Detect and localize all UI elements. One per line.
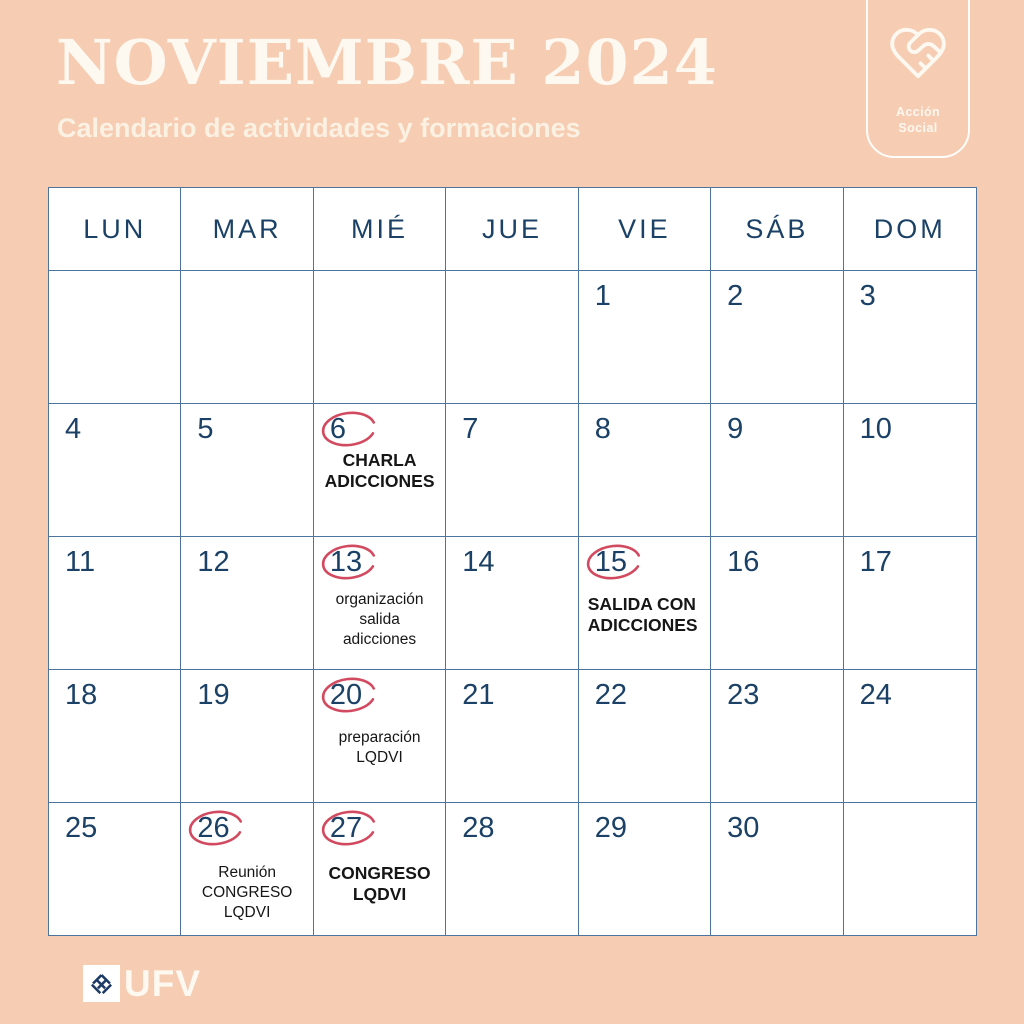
day-number: 28 [462, 812, 495, 844]
calendar-grid [49, 270, 976, 935]
day-cell-head [330, 679, 362, 712]
day-number: 30 [727, 812, 760, 844]
event-label: preparación LQDVI [338, 729, 421, 766]
calendar-cell [49, 669, 181, 802]
day-cell-head [727, 280, 743, 313]
calendar-cell [181, 802, 313, 935]
calendar-cell [579, 270, 711, 403]
day-number: 1 [594, 280, 611, 312]
day-cell-head [330, 546, 362, 579]
calendar-cell [579, 802, 711, 935]
calendar-cell [446, 669, 578, 802]
calendar-cell [446, 802, 578, 935]
day-cell-head [330, 812, 362, 845]
day-number: 10 [859, 413, 892, 445]
day-cell-head [727, 546, 759, 579]
calendar-cell [181, 669, 313, 802]
weekday-label: JUE [446, 188, 578, 270]
day-number: 21 [462, 679, 495, 711]
calendar-cell [49, 802, 181, 935]
day-number: 22 [594, 679, 627, 711]
calendar-cell [579, 403, 711, 536]
badge-label-line2: Social [898, 121, 938, 136]
day-number: 9 [727, 413, 744, 445]
calendar-cell [49, 270, 181, 403]
day-number: 4 [65, 413, 82, 445]
day-cell-head [595, 546, 627, 579]
day-number: 13 [329, 546, 363, 578]
day-number: 7 [462, 413, 479, 445]
weekday-label: DOM [873, 213, 946, 244]
calendar-cell [844, 403, 976, 536]
day-number: 18 [65, 679, 98, 711]
day-number: 29 [594, 812, 627, 844]
calendar-cell [49, 536, 181, 669]
calendar-cell [711, 403, 843, 536]
day-number: 6 [329, 413, 346, 445]
day-number: 11 [65, 546, 96, 578]
event-label: SALIDA CON ADICCIONES [587, 594, 698, 636]
calendar-cell [844, 802, 976, 935]
calendar-cell [844, 669, 976, 802]
day-cell-head [462, 413, 478, 446]
day-number: 3 [859, 280, 876, 312]
calendar-cell [314, 802, 446, 935]
day-cell-head [595, 812, 627, 845]
calendar-cell [446, 270, 578, 403]
event-label: organización salida adicciones [335, 591, 424, 648]
day-number: 25 [65, 812, 98, 844]
badge-label [868, 104, 968, 137]
calendar-cell [181, 403, 313, 536]
weekday-label: SÁB [711, 188, 843, 270]
ufv-logo [83, 965, 120, 1002]
day-number: 19 [197, 679, 230, 711]
weekday-label: MIÉ [314, 188, 446, 270]
weekday-label: VIE [579, 188, 711, 270]
calendar-cell [711, 669, 843, 802]
day-number: 2 [727, 280, 744, 312]
calendar-cell [844, 536, 976, 669]
calendar-cell [446, 536, 578, 669]
day-cell-head [860, 413, 892, 446]
calendar-cell [181, 536, 313, 669]
day-cell-head [65, 546, 95, 579]
ufv-weave-icon [87, 969, 116, 998]
ufv-logo-text: UFV [124, 962, 201, 1004]
page-title: NOVIEMBRE 2024 [56, 26, 718, 99]
calendar-cell [579, 669, 711, 802]
footer [83, 963, 201, 1003]
calendar-cell [314, 403, 446, 536]
calendar-cell [49, 403, 181, 536]
weekday-label: MAR [181, 188, 313, 270]
day-cell-head [65, 413, 81, 446]
day-cell-head [197, 413, 213, 446]
calendar-cell [711, 270, 843, 403]
day-number: 20 [329, 679, 363, 711]
calendar-cell [314, 536, 446, 669]
day-cell-head [860, 546, 892, 579]
day-number: 8 [594, 413, 611, 445]
calendar-cell [314, 669, 446, 802]
heart-handshake-icon [887, 22, 949, 84]
day-number: 23 [727, 679, 760, 711]
calendar-cell [314, 270, 446, 403]
event-label: Reunión CONGRESO LQDVI [201, 864, 293, 921]
day-number: 12 [197, 546, 230, 578]
day-cell-head [595, 413, 611, 446]
weekday-label: LUN [49, 188, 181, 270]
weekday-row [49, 188, 976, 270]
day-number: 27 [329, 812, 363, 844]
day-cell-head [462, 812, 494, 845]
day-cell-head [860, 679, 892, 712]
day-cell-head [595, 280, 611, 313]
day-cell-head [462, 546, 494, 579]
accion-social-badge [866, 0, 970, 158]
day-cell-head [197, 546, 229, 579]
calendar-cell [711, 536, 843, 669]
day-number: 15 [594, 546, 627, 578]
day-number: 26 [197, 812, 230, 844]
day-number: 24 [859, 679, 892, 711]
calendar-cell [181, 270, 313, 403]
day-number: 14 [462, 546, 495, 578]
day-number: 16 [727, 546, 760, 578]
calendar-cell [446, 403, 578, 536]
day-cell-head [860, 280, 876, 313]
day-cell-head [727, 413, 743, 446]
day-cell-head [65, 679, 97, 712]
event-label: CONGRESO LQDVI [328, 863, 431, 905]
day-cell-head [197, 812, 229, 845]
day-cell-head [595, 679, 627, 712]
page-subtitle: Calendario de actividades y formaciones [57, 113, 581, 143]
calendar [48, 187, 977, 936]
day-cell-head [727, 812, 759, 845]
day-cell-head [462, 679, 494, 712]
event-label: CHARLA ADICCIONES [324, 450, 435, 492]
calendar-cell [711, 802, 843, 935]
calendar-cell [844, 270, 976, 403]
day-cell-head [65, 812, 97, 845]
day-number: 17 [859, 546, 892, 578]
hand-drawn-circle-icon [317, 406, 381, 452]
calendar-cell [579, 536, 711, 669]
badge-label-line1: Acción [895, 105, 941, 119]
day-number: 5 [197, 413, 214, 445]
day-cell-head [330, 413, 346, 446]
day-cell-head [197, 679, 229, 712]
day-cell-head [727, 679, 759, 712]
